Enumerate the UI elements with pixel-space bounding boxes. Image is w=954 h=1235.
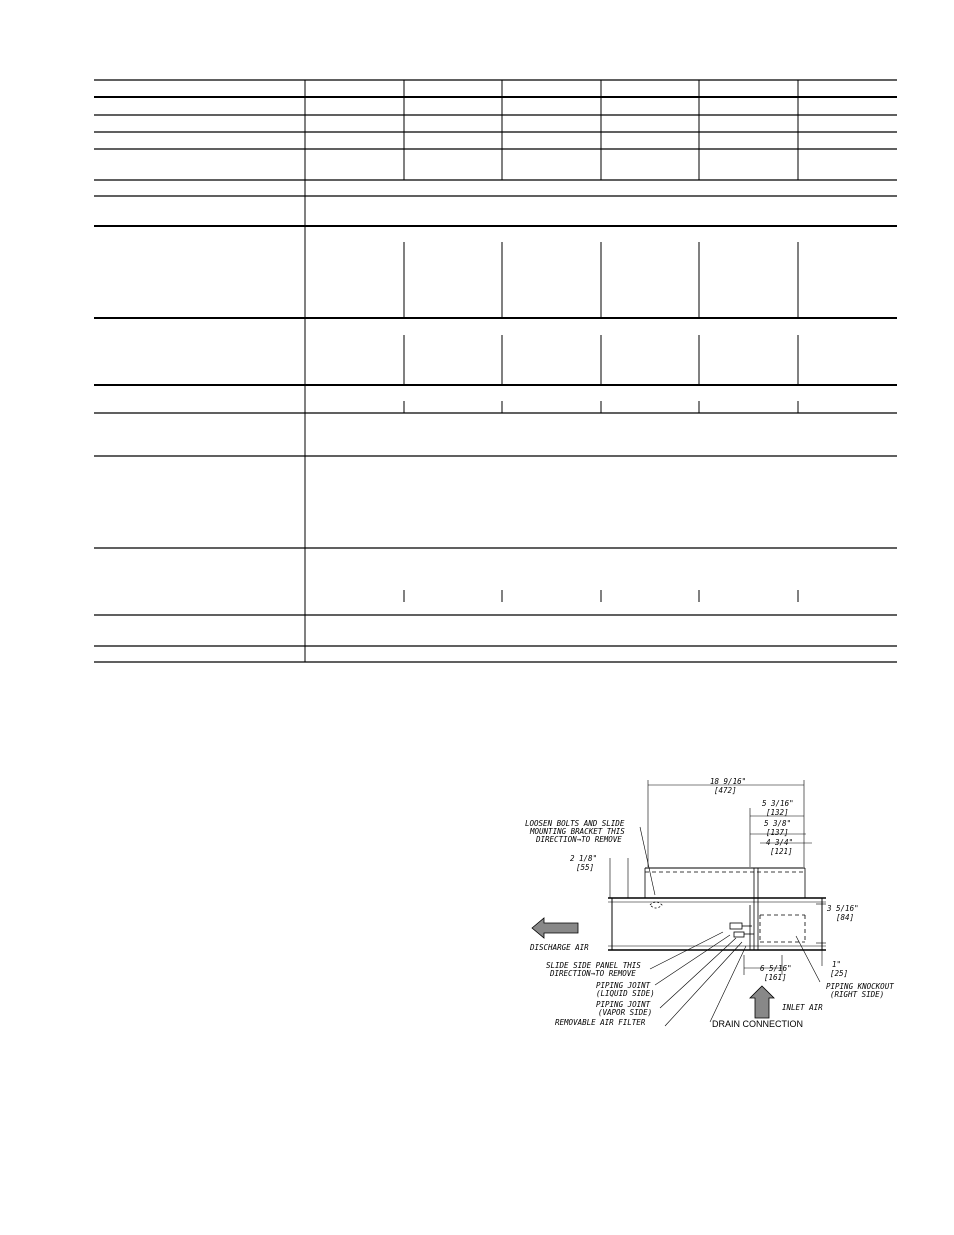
label-piping-liquid-line1: PIPING JOINT [596,981,651,990]
discharge-air-arrow-icon [532,918,578,938]
label-drain-connection: DRAIN CONNECTION [712,1019,804,1029]
label-inlet-air: INLET AIR [782,1003,823,1012]
dim-5-3-8: 5 3/8" [764,819,792,828]
label-loosen-bolts-line1: LOOSEN BOLTS AND SLIDE [525,819,625,828]
dim-6-5-16: 6 5/16" [760,964,792,973]
dim-4-3-4-mm: [121] [770,847,793,856]
label-piping-vapor-line1: PIPING JOINT [596,1000,651,1009]
label-piping-liquid-line2: (LIQUID SIDE) [596,989,655,998]
dim-1-mm: [25] [830,969,849,978]
dim-overall-width: 18 9/16" [710,777,747,786]
table-col-dividers-block3 [404,401,798,413]
label-loosen-bolts-line2: MOUNTING BRACKET THIS [530,827,625,836]
dim-6-5-16-mm: [161] [764,973,787,982]
table-col-dividers-block2 [404,335,798,385]
label-loosen-bolts-line3: DIRECTION→TO REMOVE [536,835,622,844]
dim-5-3-16-mm: [132] [766,808,789,817]
dim-1: 1" [832,960,842,969]
table-col-dividers-block4 [404,590,798,602]
table-col-dividers-block1 [404,242,798,318]
label-slide-panel-line1: SLIDE SIDE PANEL THIS [546,961,641,970]
dim-overall-width-mm: [472] [714,786,737,795]
dim-3-5-16: 3 5/16" [827,904,859,913]
dim-5-3-16: 5 3/16" [762,799,794,808]
dim-2-1-8: 2 1/8" [570,854,598,863]
label-slide-panel-line2: DIRECTION→TO REMOVE [550,969,636,978]
dim-4-3-4: 4 3/4" [766,838,794,847]
dim-5-3-8-mm: [137] [766,828,789,837]
label-knockout-line1: PIPING KNOCKOUT [826,982,894,991]
label-discharge-air: DISCHARGE AIR [530,943,589,952]
unit-body [608,868,826,950]
label-air-filter: REMOVABLE AIR FILTER [555,1018,646,1027]
label-knockout-line2: (RIGHT SIDE) [830,990,885,999]
dim-2-1-8-mm: [55] [576,863,595,872]
table-col-dividers-top [404,80,798,180]
dim-3-5-16-mm: [84] [836,913,855,922]
unit-dimension-drawing [520,770,920,1040]
inlet-air-arrow-icon [750,986,774,1018]
label-piping-vapor-line2: (VAPOR SIDE) [598,1008,653,1017]
